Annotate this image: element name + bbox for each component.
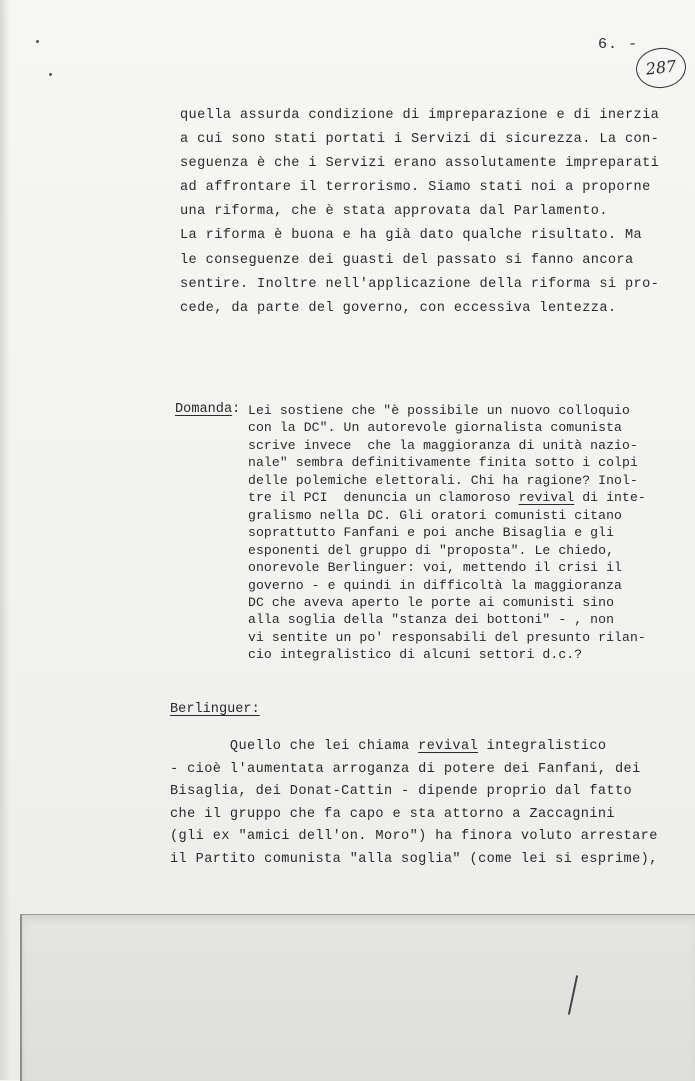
underlined-term: revival — [418, 739, 479, 754]
text-line: Bisaglia, dei Donat-Cattin - dipende proprio dal fatto — [170, 784, 633, 800]
scan-speck — [36, 40, 39, 43]
text-line: con la DC". Un autorevole giornalista comunista — [248, 420, 623, 436]
text-line: una riforma, che è stata approvata dal Parlamento. — [180, 204, 608, 220]
text-line — [248, 489, 646, 506]
question-label-text: Domanda — [175, 402, 233, 417]
intro-paragraph — [180, 104, 659, 321]
answer-paragraph — [170, 736, 658, 872]
text-line: a cui sono stati portati i Servizi di sicurezza. La con- — [180, 132, 660, 148]
text-line: gralismo nella DC. Gli oratori comunisti citano — [248, 507, 623, 523]
archive-stamp-number: 287 — [634, 45, 688, 90]
page-number: 6. - — [598, 36, 639, 53]
question-label — [175, 402, 240, 417]
text-segment: integralistico — [478, 739, 607, 754]
text-segment: tre il PCI denuncia un clamoroso — [248, 490, 519, 506]
text-line: cede, da parte del governo, con eccessiva lentezza. — [180, 300, 617, 316]
text-line: sentire. Inoltre nell'applicazione della riforma si pro- — [180, 276, 660, 292]
answer-label: Berlinguer: — [170, 702, 260, 717]
underlined-term: revival — [518, 490, 575, 506]
text-line: cio integralistico di alcuni settori d.c.? — [248, 647, 583, 663]
text-line: quella assurda condizione di impreparazione e di inerzia — [180, 108, 660, 123]
text-line: governo - e quindi in difficoltà la maggioranza — [248, 577, 623, 593]
text-line: Lei sostiene che "è possibile un nuovo colloquio — [248, 403, 630, 418]
text-line: esponenti del gruppo di "proposta". Le chiedo, — [248, 542, 615, 558]
underlying-sheet — [20, 914, 695, 1081]
text-line: soprattutto Fanfani e poi anche Bisaglia e gli — [248, 525, 615, 541]
text-line: il Partito comunista "alla soglia" (come lei si esprime), — [170, 851, 658, 867]
question-paragraph — [248, 402, 646, 664]
text-line: seguenza è che i Servizi erano assolutamente impreparati — [180, 156, 660, 172]
text-line: delle polemiche elettorali. Chi ha ragione? Inol- — [248, 472, 638, 488]
text-segment: di inte- — [574, 490, 646, 506]
question-label-colon: : — [232, 402, 241, 417]
text-line: DC che aveva aperto le porte ai comunisti sino — [248, 594, 615, 610]
text-line: nale" sembra definitivamente finita sotto i colpi — [248, 455, 638, 471]
scan-edge-shadow — [0, 0, 10, 1080]
text-line: (gli ex "amici dell'on. Moro") ha finora voluto arrestare — [170, 829, 658, 845]
text-line: scrive invece che la maggioranza di unità nazio- — [248, 437, 638, 453]
text-segment: Quello che lei chiama — [170, 739, 419, 754]
text-line: vi sentite un po' responsabili del presunto rilan- — [248, 629, 646, 645]
text-line — [170, 736, 658, 759]
text-line: onorevole Berlinguer: voi, mettendo il crisi il — [248, 560, 623, 576]
text-line: le conseguenze dei guasti del passato si fanno ancora — [180, 252, 634, 268]
text-line: ad affrontare il terrorismo. Siamo stati noi a proporne — [180, 180, 651, 196]
text-line: alla soglia della "stanza dei bottoni" - , non — [248, 612, 615, 628]
text-line: - cioè l'aumentata arroganza di potere dei Fanfani, dei — [170, 761, 641, 777]
scan-speck — [49, 73, 52, 76]
text-line: La riforma è buona e ha già dato qualche risultato. Ma — [180, 228, 643, 244]
text-line: che il gruppo che fa capo e sta attorno a Zaccagnini — [170, 806, 615, 822]
